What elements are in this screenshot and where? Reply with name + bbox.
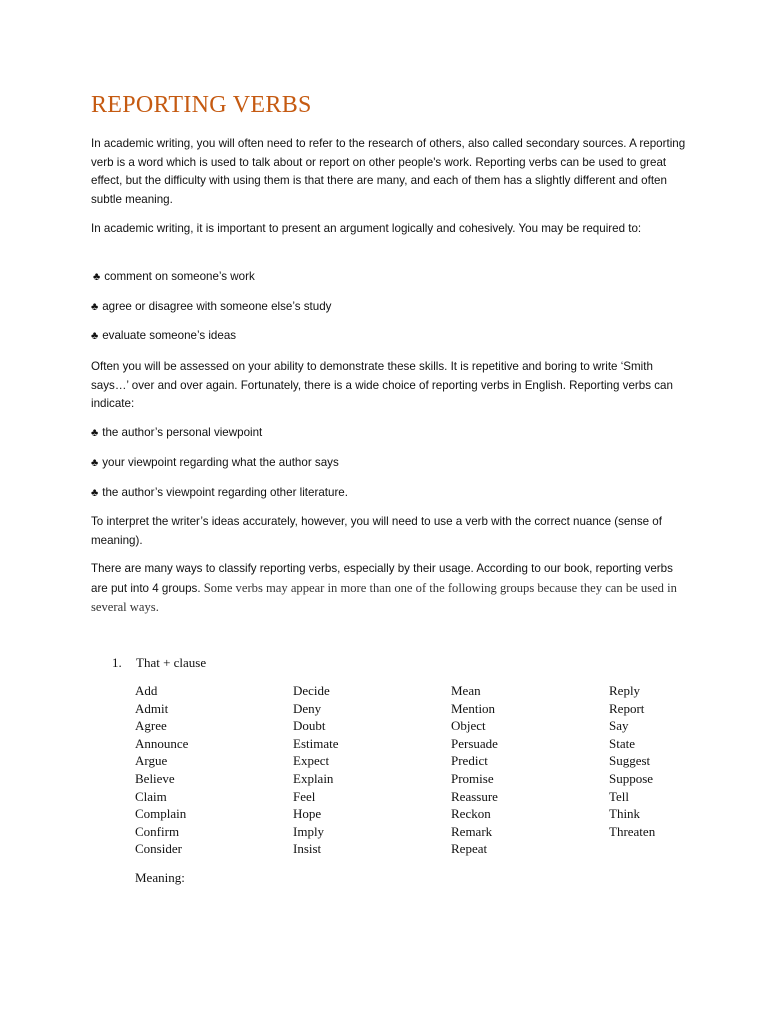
bullet-item [91, 484, 348, 502]
verb-cell: Suppose [609, 770, 654, 786]
verb-cell: Decide [293, 683, 330, 698]
assessed-paragraph: Often you will be assessed on your ability to demonstrate these skills. It is repetitive and boring to write ‘Smith says…’ over and over again. Fortunately, there is a wide choice of reporting verbs in English. Reporting verbs can indicate: [91, 360, 673, 410]
bullet-text: evaluate someone’s ideas [102, 329, 237, 342]
classify-paragraph [91, 560, 691, 618]
bullet-item [91, 327, 236, 345]
club-bullet-icon: ♣ [91, 330, 99, 342]
club-bullet-icon: ♣ [91, 487, 99, 499]
verb-cell: Suggest [609, 753, 651, 769]
verb-cell: Imply [293, 823, 325, 839]
verb-column [293, 682, 451, 858]
club-bullet-icon: ♣ [91, 427, 99, 439]
verb-cell: Reply [609, 683, 641, 698]
classify-text-main: There are many ways to classify reporting verbs, especially by their usage. According to our book, reporting verbs are put into 4 groups. [91, 562, 673, 595]
verb-cell: Argue [135, 753, 168, 769]
interpret-paragraph: To interpret the writer’s ideas accurately, however, you will need to use a verb with the correct nuance (sense of meaning). [91, 515, 662, 547]
verb-cell: Predict [451, 753, 488, 769]
bullet-item [91, 454, 339, 472]
verb-cell: Hope [293, 806, 322, 822]
verb-cell: Object [451, 718, 486, 734]
verb-cell: Confirm [135, 823, 180, 839]
bullet-item [91, 424, 262, 442]
verb-column [609, 682, 709, 858]
argument-paragraph: In academic writing, it is important to present an argument logically and cohesively. You may be required to: [91, 222, 642, 235]
verb-cell: Threaten [609, 823, 656, 839]
verb-cell: Reckon [451, 806, 491, 822]
verb-cell: Consider [135, 841, 182, 857]
bullet-text: the author’s personal viewpoint [102, 426, 263, 439]
verb-cell: Doubt [293, 718, 326, 734]
club-bullet-icon: ♣ [91, 457, 99, 469]
group-label: That + clause [136, 655, 207, 670]
verb-cell: Feel [293, 788, 316, 804]
verb-cell: Agree [135, 718, 167, 734]
verb-cell: Say [609, 718, 629, 734]
verb-table [135, 682, 709, 858]
meaning-label: Meaning: [135, 870, 185, 885]
verb-cell: Mean [451, 683, 481, 698]
verb-cell: Repeat [451, 841, 488, 857]
verb-cell: Persuade [451, 735, 498, 751]
verb-cell: Announce [135, 735, 189, 751]
bullet-item [91, 298, 331, 316]
verb-cell: Believe [135, 770, 175, 786]
bullet-text: your viewpoint regarding what the author says [102, 456, 339, 469]
page-title: REPORTING VERBS [91, 92, 312, 118]
bullet-text: comment on someone’s work [104, 270, 255, 283]
verb-cell: Report [609, 700, 645, 716]
verb-cell: Promise [451, 770, 494, 786]
club-bullet-icon: ♣ [93, 271, 101, 283]
verb-cell: Expect [293, 753, 330, 769]
verb-cell: Think [609, 806, 641, 822]
verb-cell: State [609, 735, 635, 751]
verb-cell: Complain [135, 806, 187, 822]
bullet-text: the author’s viewpoint regarding other literature. [102, 486, 348, 499]
verb-cell: Mention [451, 700, 496, 716]
verb-cell: Insist [293, 841, 322, 857]
verb-cell: Claim [135, 788, 167, 804]
verb-cell: Estimate [293, 735, 339, 751]
verb-cell: Deny [293, 700, 322, 716]
bullet-text: agree or disagree with someone else’s study [102, 300, 332, 313]
bullet-item [93, 268, 255, 286]
group-heading [112, 655, 206, 671]
verb-cell: Admit [135, 700, 169, 716]
verb-column [451, 682, 609, 858]
classify-text-tail: Some verbs may appear in more than one of the following groups because they can be used in several ways. [91, 580, 677, 614]
verb-cell: Explain [293, 770, 334, 786]
verb-cell: Tell [609, 788, 630, 804]
group-number: 1. [112, 655, 122, 670]
intro-paragraph: In academic writing, you will often need to refer to the research of others, also called secondary sources. A reporting verb is a word which is used to talk about or report on other people's work. Reporting verbs can be used to great effect, but the difficulty with using them is that there are many, and each of them has a slightly different and often subtle meaning. [91, 137, 686, 206]
verb-cell: Reassure [451, 788, 498, 804]
verb-column [135, 682, 293, 858]
verb-cell: Add [135, 683, 158, 698]
club-bullet-icon: ♣ [91, 301, 99, 313]
verb-cell: Remark [451, 823, 493, 839]
